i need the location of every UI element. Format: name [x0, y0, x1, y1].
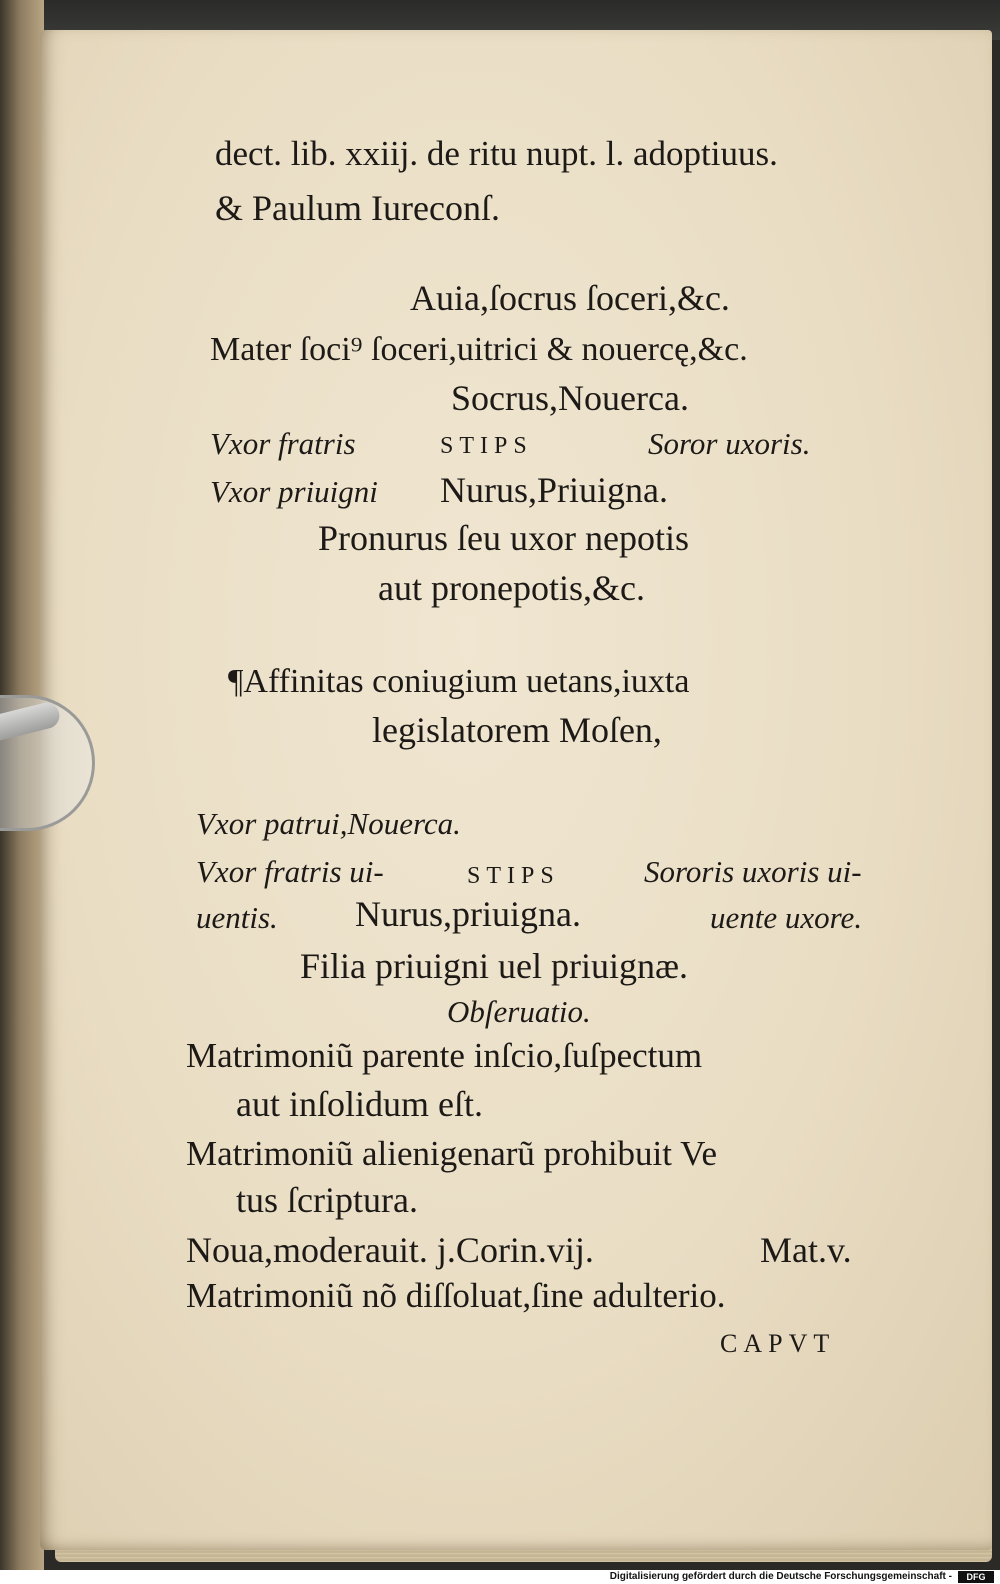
last-line: Matrimoniũ nõ diſſoluat,ſine adulterio.: [186, 1276, 726, 1315]
catchword: CAPVT: [720, 1329, 836, 1358]
row4-mid: STIPS: [467, 863, 560, 889]
row1-left: Vxor fratris: [210, 426, 356, 461]
heading-2: legislatorem Moſen,: [372, 710, 662, 750]
row2-left: Vxor priuigni: [210, 474, 378, 509]
obseruatio: Obſeruatio.: [447, 994, 591, 1029]
dfg-logo: DFG: [958, 1571, 994, 1583]
footer-credit: Digitalisierung gefördert durch die Deutsche Forschungsgemeinschaft -: [609, 1571, 952, 1582]
row4-right: Sororis uxoris ui-: [644, 854, 862, 889]
noua-left: Noua,moderauit. j.Corin.vij.: [186, 1230, 594, 1270]
text-line-1: dect. lib. xxiij. de ritu nupt. l. adoptiuus.: [215, 134, 778, 173]
text-line-mater: Mater ſoci⁹ ſoceri,uitrici & nouercę,&c.: [210, 331, 748, 368]
row1-mid: STIPS: [440, 433, 533, 459]
pronurus-1: Pronurus ſeu uxor nepotis: [318, 518, 689, 558]
text-line-socrus: Socrus,Nouerca.: [451, 378, 689, 418]
body-line-1: Matrimoniũ parente inſcio,ſuſpectum: [186, 1036, 703, 1075]
body-line-3: Matrimoniũ alienigenarũ prohibuit Ve: [186, 1134, 718, 1173]
row1-right: Soror uxoris.: [648, 426, 811, 461]
pronurus-2: aut pronepotis,&c.: [378, 568, 645, 608]
book-page: [40, 30, 992, 1550]
row5-left: uentis.: [196, 900, 278, 935]
row4-left: Vxor fratris ui-: [196, 854, 384, 889]
row5-right: uente uxore.: [710, 900, 863, 935]
footer-bar: [0, 1570, 1000, 1584]
noua-right: Mat.v.: [760, 1230, 852, 1270]
text-line-auia: Auia,ſocrus ſoceri,&c.: [410, 278, 730, 318]
row3: Vxor patrui,Nouerca.: [196, 806, 461, 841]
heading-1: ¶Affinitas coniugium uetans,iuxta: [228, 663, 690, 700]
row5-mid: Nurus,priuigna.: [355, 894, 581, 934]
filia-line: Filia priuigni uel priuignæ.: [300, 946, 688, 986]
row2-mid: Nurus,Priuigna.: [440, 470, 668, 510]
body-line-2: aut inſolidum eſt.: [236, 1084, 483, 1124]
text-line-2: & Paulum Iureconſ.: [215, 188, 500, 228]
body-line-4: tus ſcriptura.: [236, 1180, 418, 1220]
